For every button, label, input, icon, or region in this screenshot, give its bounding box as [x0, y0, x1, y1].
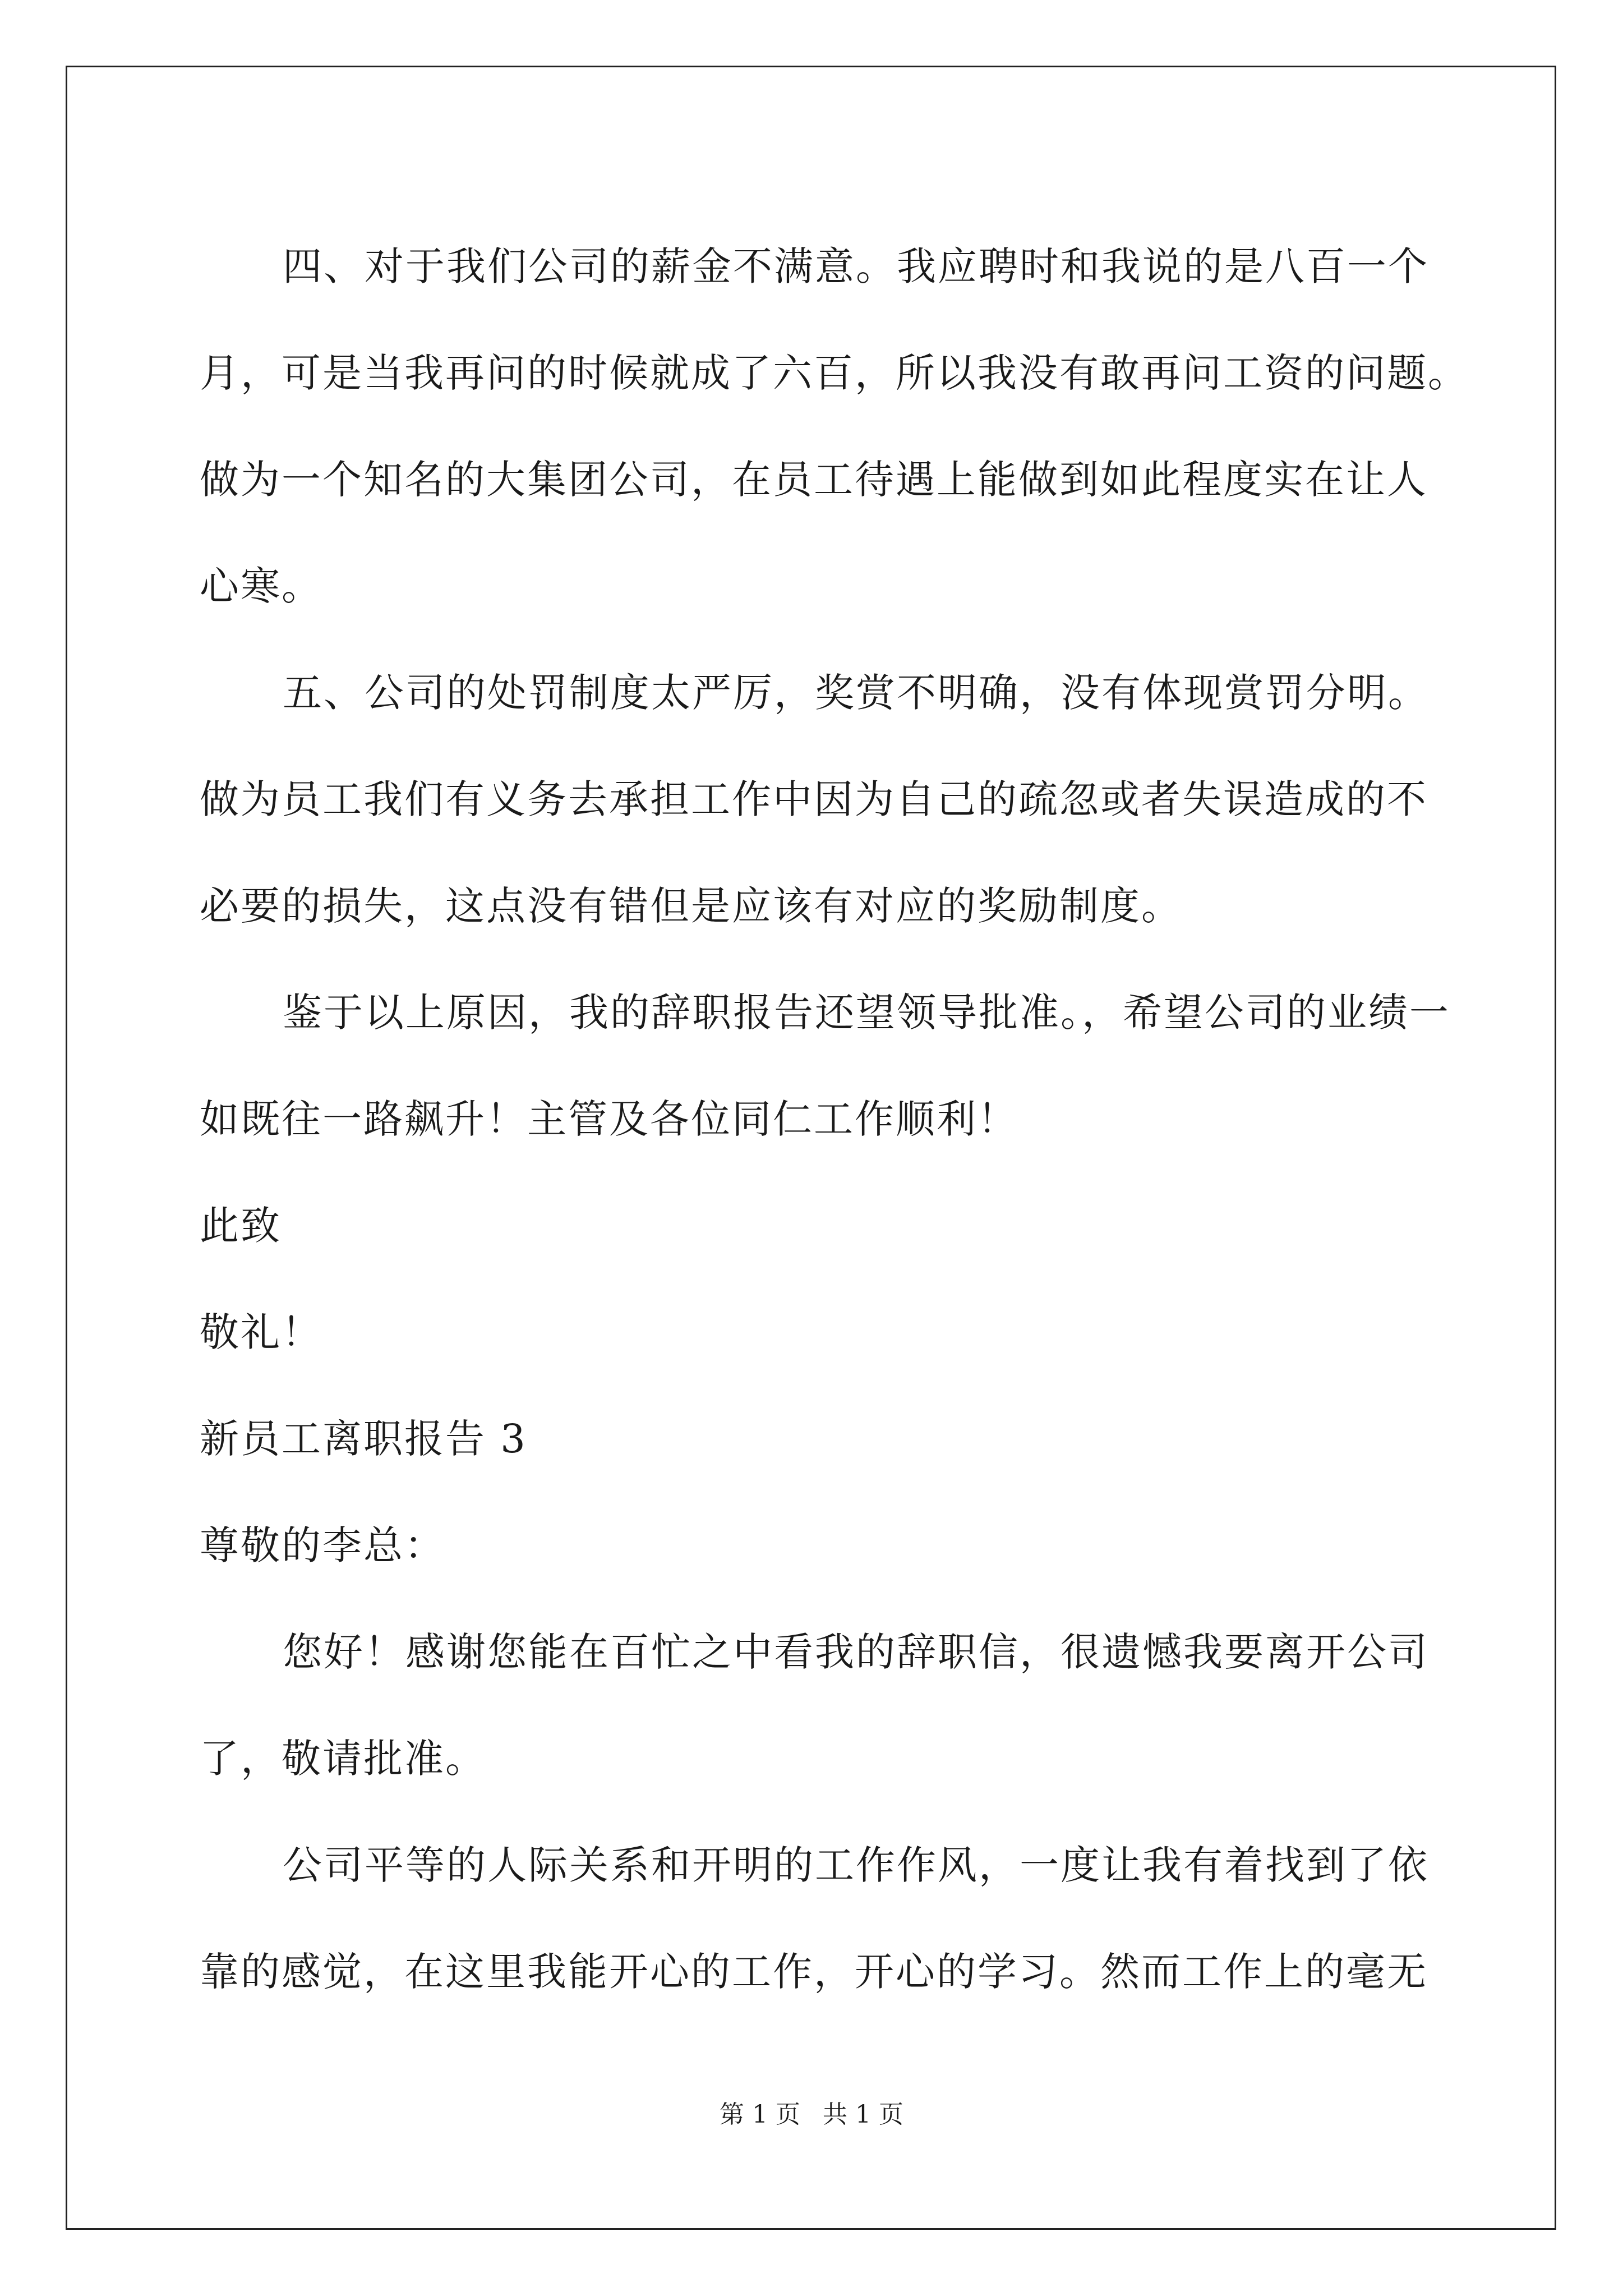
section-heading: 新员工离职报告 3 — [200, 1416, 527, 1462]
paragraph-line: 做为一个知名的大集团公司，在员工待遇上能做到如此程度实在让人 — [200, 457, 1428, 503]
paragraph-line: 五、公司的处罚制度太严厉，奖赏不明确，没有体现赏罚分明。 — [283, 670, 1429, 716]
paragraph-line: 鉴于以上原因，我的辞职报告还望领导批准。，希望公司的业绩一 — [283, 990, 1450, 1036]
paragraph-line: 您好！感谢您能在百忙之中看我的辞职信，很遗憾我要离开公司 — [283, 1629, 1429, 1675]
paragraph-line: 了，敬请批准。 — [200, 1736, 486, 1782]
paragraph-line: 做为员工我们有义务去承担工作中因为自己的疏忽或者失误造成的不 — [200, 776, 1428, 822]
page-total: 共 1 页 — [823, 2100, 903, 2129]
closing-salutation: 此致 — [200, 1203, 282, 1249]
paragraph-line: 月，可是当我再问的时候就成了六百，所以我没有敢再问工资的问题。 — [200, 350, 1469, 396]
paragraph-line: 靠的感觉，在这里我能开心的工作，开心的学习。然而工作上的毫无 — [200, 1949, 1428, 1995]
paragraph-line: 如既往一路飙升！主管及各位同仁工作顺利！ — [200, 1096, 1018, 1142]
page-footer — [0, 2098, 1623, 2132]
letter-greeting: 尊敬的李总： — [200, 1522, 445, 1568]
paragraph-line: 必要的损失，这点没有错但是应该有对应的奖励制度。 — [200, 883, 1182, 929]
paragraph-line: 公司平等的人际关系和开明的工作作风，一度让我有着找到了依 — [283, 1842, 1429, 1888]
document-body — [200, 213, 1469, 2025]
page-number: 第 1 页 — [720, 2100, 800, 2129]
closing-regards: 敬礼！ — [200, 1309, 322, 1355]
paragraph-line: 四、对于我们公司的薪金不满意。我应聘时和我说的是八百一个 — [283, 243, 1429, 289]
paragraph-line: 心寒。 — [200, 563, 322, 609]
